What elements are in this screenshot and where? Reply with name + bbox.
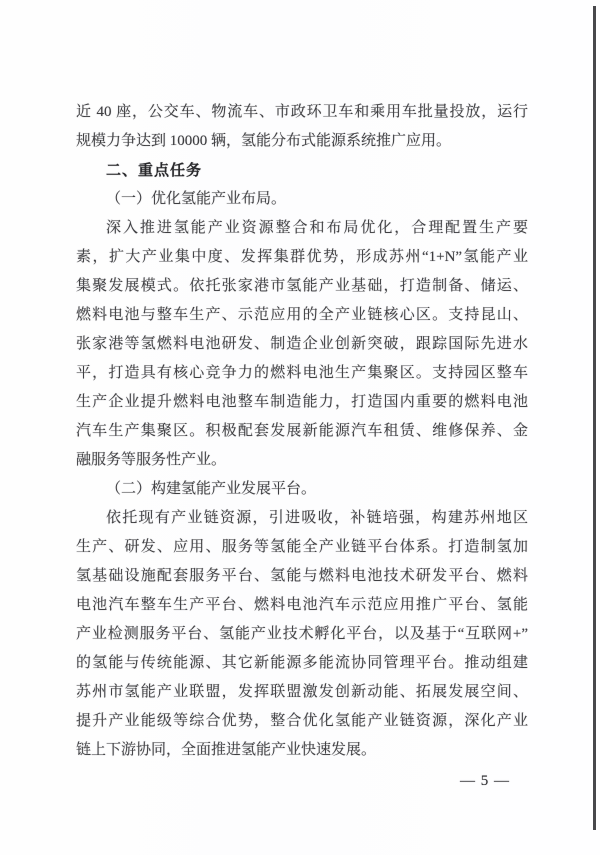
body-line: 氢基础设施配套服务平台、氢能与燃料电池技术研发平台、燃料 — [76, 568, 528, 584]
body-line: 苏州市氢能产业联盟，发挥联盟激发创新动能、拓展发展空间、 — [76, 684, 528, 700]
body-line: 的氢能与传统能源、其它新能源多能流协同管理平台。推动组建 — [76, 655, 528, 671]
paragraph-first-line: 依托现有产业链资源，引进吸收，补链培强，构建苏州地区 — [106, 510, 528, 526]
scan-edge-shadow — [593, 6, 596, 830]
body-line: 燃料电池与整车生产、示范应用的全产业链核心区。支持昆山、 — [76, 307, 528, 323]
body-line: 汽车生产集聚区。积极配套发展新能源汽车租赁、维修保养、金 — [76, 423, 528, 439]
body-line: 电池汽车整车生产平台、燃料电池汽车示范应用推广平台、氢能 — [76, 597, 528, 613]
body-line: 集聚发展模式。依托张家港市氢能产业基础，打造制备、储运、 — [76, 278, 528, 294]
body-line: 生产、研发、应用、服务等氢能全产业链平台体系。打造制氢加 — [76, 539, 528, 555]
body-line: 张家港等氢燃料电池研发、制造企业创新突破，跟踪国际先进水 — [76, 336, 528, 352]
section-heading: 二、重点任务 — [106, 162, 203, 179]
paragraph-first-line: 深入推进氢能产业资源整合和布局优化，合理配置生产要 — [106, 220, 528, 236]
paragraph-last-line: 规模力争达到 10000 辆，氢能分布式能源系统推广应用。 — [76, 133, 452, 149]
paragraph-last-line: 融服务等服务性产业。 — [76, 452, 227, 468]
document-body — [76, 98, 528, 765]
subsection-heading: （一）优化氢能产业布局。 — [106, 191, 287, 207]
body-line: 提升产业能级等综合优势，整合优化氢能产业链资源，深化产业 — [76, 713, 528, 729]
subsection-heading: （二）构建氢能产业发展平台。 — [106, 481, 317, 497]
body-line: 素，扩大产业集中度、发挥集群优势，形成苏州“1+N”氢能产业 — [76, 249, 528, 265]
page-number: — 5 — — [460, 773, 510, 789]
body-line: 生产企业提升燃料电池整车制造能力，打造国内重要的燃料电池 — [76, 394, 528, 410]
body-line: 平，打造具有核心竞争力的燃料电池生产集聚区。支持园区整车 — [76, 365, 528, 381]
document-content — [76, 98, 528, 796]
paragraph-last-line: 链上下游协同，全面推进氢能产业快速发展。 — [76, 742, 377, 758]
body-line: 产业检测服务平台、氢能产业技术孵化平台，以及基于“互联网+” — [76, 626, 528, 642]
body-line: 近 40 座，公交车、物流车、市政环卫车和乘用车批量投放，运行 — [76, 104, 528, 120]
